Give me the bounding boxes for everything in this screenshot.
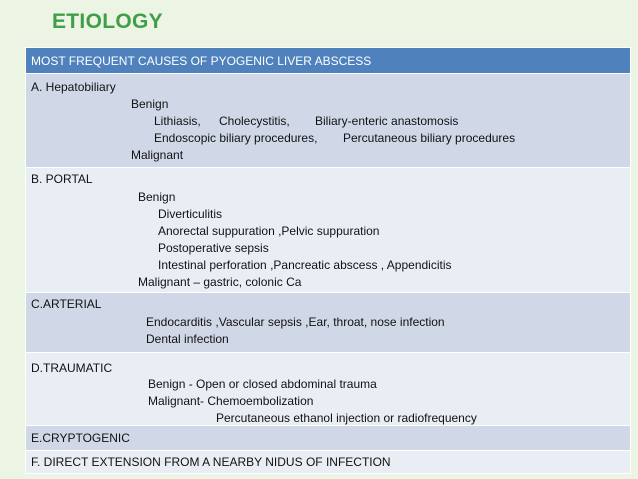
causes-table — [25, 47, 631, 474]
cause-text: Postoperative sepsis — [158, 241, 269, 255]
cause-text: Lithiasis, — [154, 114, 201, 128]
row-hepatobiliary — [26, 74, 630, 168]
benign-label: Benign — [131, 97, 169, 111]
row-traumatic — [26, 353, 630, 426]
row-label: B. PORTAL — [31, 172, 93, 186]
row-label: E.CRYPTOGENIC — [31, 431, 130, 445]
row-label: D.TRAUMATIC — [31, 361, 113, 375]
cause-text: Benign - Open or closed abdominal trauma — [148, 377, 377, 391]
benign-label: Benign — [138, 190, 176, 204]
row-arterial — [26, 293, 630, 353]
row-label: C.ARTERIAL — [31, 297, 102, 311]
row-label: A. Hepatobiliary — [31, 80, 116, 94]
row-cryptogenic — [26, 426, 630, 451]
cause-text: Dental infection — [146, 332, 229, 346]
row-label: F. DIRECT EXTENSION FROM A NEARBY NIDUS OF INFECTION — [31, 455, 391, 469]
cause-text: Endoscopic biliary procedures, — [154, 131, 318, 145]
malignant-label: Malignant — [131, 148, 184, 162]
cause-text: Malignant- Chemoembolization — [148, 394, 314, 408]
row-direct-extension — [26, 451, 630, 473]
row-portal — [26, 168, 630, 293]
cause-text: Percutaneous biliary procedures — [343, 131, 516, 145]
cause-text: Cholecystitis, — [219, 114, 290, 128]
cause-text: Endocarditis ,Vascular sepsis ,Ear, throat, nose infection — [146, 315, 445, 329]
cause-text: Biliary-enteric anastomosis — [315, 114, 459, 128]
malignant-label: Malignant – gastric, colonic Ca — [138, 275, 302, 289]
slide-title: ETIOLOGY — [52, 10, 163, 33]
cause-text: Intestinal perforation ,Pancreatic abscess , Appendicitis — [158, 258, 452, 272]
table-header — [26, 48, 630, 74]
cause-text: Anorectal suppuration ,Pelvic suppuration — [158, 224, 380, 238]
cause-text: Diverticulitis — [158, 207, 223, 221]
table-header-text: MOST FREQUENT CAUSES OF PYOGENIC LIVER ABSCESS — [31, 54, 372, 68]
cause-text: Percutaneous ethanol injection or radiofrequency — [216, 411, 477, 425]
